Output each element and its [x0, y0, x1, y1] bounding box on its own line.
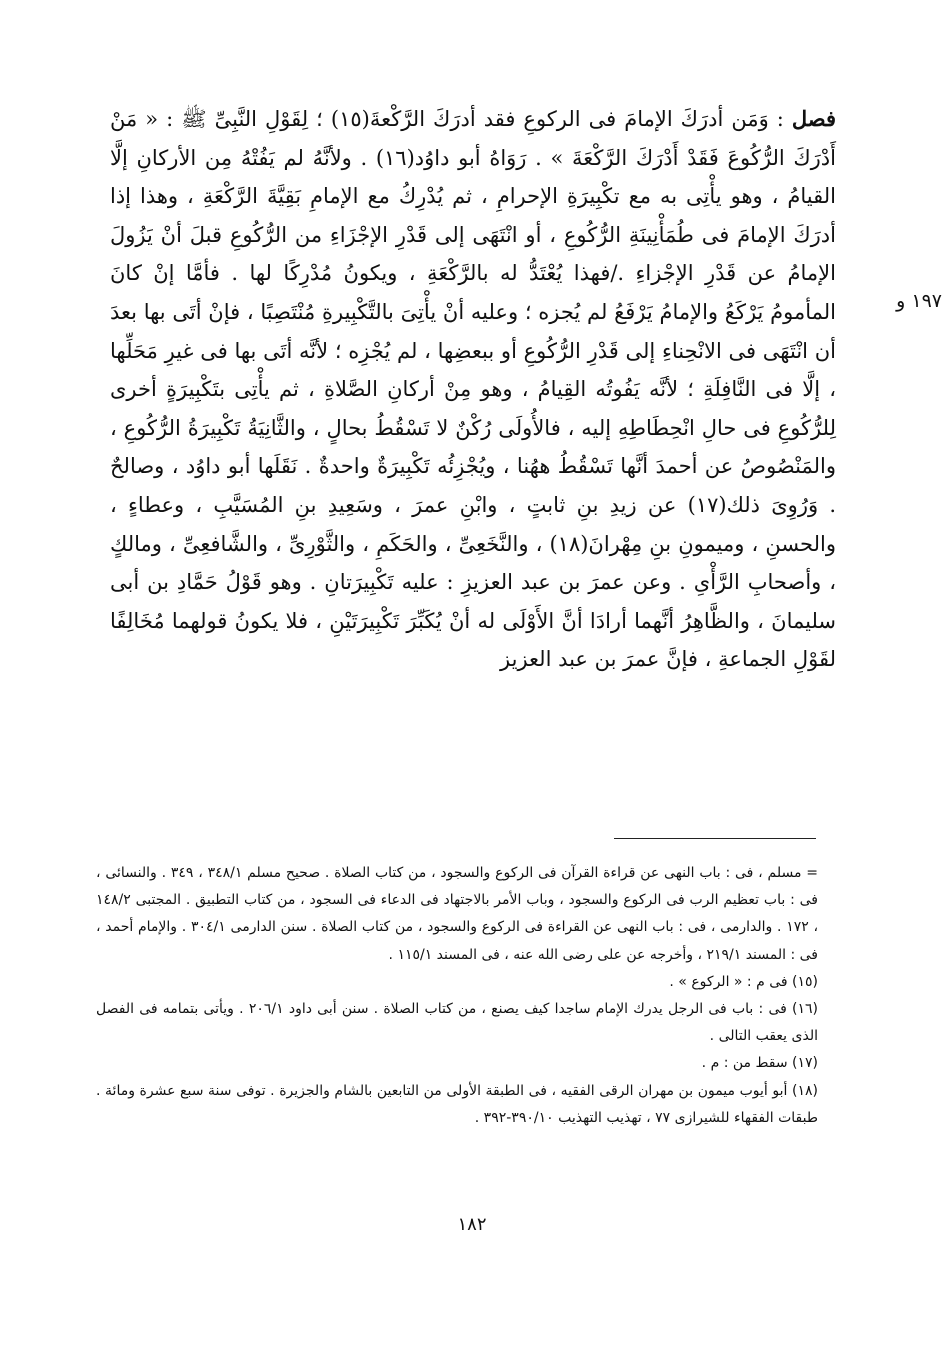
footnote-17: (١٧) سقط من : م .	[701, 1055, 818, 1072]
section-heading: فصل	[791, 106, 836, 131]
section-paragraph	[110, 100, 836, 679]
footnote-separator	[614, 838, 816, 839]
footnote-16: (١٦) فى : باب فى الرجل يدرك الإمام ساجدا كيف يصنع ، من كتاب الصلاة . سنن أبى داود ٢٠٦/١ . ويأتى بتمامه فى الفصل الذى يعقب التالى .	[96, 1001, 818, 1045]
footnote-continuation: = مسلم ، فى : باب النهى عن قراءة القرآن فى الركوع والسجود ، من كتاب الصلاة . صحيح مسلم ٣٤٨/١ ، ٣٤٩ . والنسائى ، فى : باب تعظيم الرب فى الركوع والسجود ، وباب الأمر بالاجتهاد فى الدعاء فى السجود ، من كتاب التطبيق . المجتبى ١٤٨/٢ ، ١٧٢ . والدارمى ، فى : باب النهى عن القراءة فى الركوع والسجود ، من كتاب الصلاة . سنن الدارمى ٣٠٤/١ . والإمام أحمد ، فى : المسند ٢١٩/١ ، وأخرجه عن على رضى الله عنه ، فى المسند ١١٥/١ .	[96, 865, 819, 963]
footnote-15: (١٥) فى م : « الركوع » .	[669, 973, 818, 990]
footnote-18: (١٨) أبو أيوب ميمون بن مهران الرقى الفقيه ، فى الطبقة الأولى من التابعين بالشام والجزيرة . توفى سنة سبع عشرة ومائة . طبقات الفقهاء للشيرازى ٧٧ ، تهذيب التهذيب ٣٩٠/١٠-٣٩٢ .	[96, 1082, 818, 1126]
footnotes-block	[96, 860, 818, 1132]
manuscript-folio-marker: ١٩٧ و	[896, 290, 942, 312]
body-text: : وَمَن أدرَكَ الإمامَ فى الركوعِ فقد أدرَكَ الرَّكْعةَ(١٥) ؛ لِقَوْلِ النَّبِىِّ ﷺ : « مَنْ أَدْرَكَ الرُّكُوعَ فَقَدْ أَدْرَكَ الرَّكْعَةَ » . رَوَاهُ أبو داوُد(١٦) . ولأنَّهُ لم يَفُتْهُ مِن الأركانِ إلَّا القيامُ ، وهو يأْتِى به مع تكْبِيرَةِ الإحرامِ ، ثم يُدْرِكُ مع الإمامِ بَقِيَّةَ الرَّكْعَةِ ، وهذا إذا أدرَكَ الإمامَ فى طُمَأْنِينَةِ الرُّكُوعِ ، أو انْتَهَى إلى قَدْرِ الإجْزَاءِ من الرُّكُوعِ قبلَ أنْ يَزُولَ الإمامُ عن قَدْرِ الإجْزاءِ ./فهذا يُعْتَدُّ له بالرَّكْعَةِ ، ويكونُ مُدْرِكًا لها . فأمَّا إنْ كانَ المأمومُ يَرْكَعُ والإمامُ يَرْفَعُ لم يُجزه ؛ وعليه أنْ يأْتِىَ بالتَّكْبِيرةِ مُنْتَصِبًا ، فإنْ أتَى بها بعدَ أن انْتَهَى فى الانْحِناءِ إلى قَدْرِ الرُّكُوعِ أو ببعضِها ، لم يُجْزِه ؛ لأنَّه أتَى بها فى غيرِ مَحَلِّها ، إلَّا فى النَّافِلَةِ ؛ لأنَّه يَفُوتُه القِيامُ ، وهو مِنْ أركانِ الصَّلاةِ ، ثم يأْتِى بتَكْبِيرَةٍ أخرى لِلرُّكُوعِ فى حالِ انْحِطَاطِهِ إليه ، فالأُولَى رُكْنٌ لا تَسْقُطُ بحالٍ ، والثَّانِيَةُ تَكْبِيرَةُ الرُّكُوعِ ، والمَنْصُوصُ عن أحمدَ أنَّها تَسْقُطُ ههُنا ، ويُجْزِئُه تَكْبِيرَةٌ واحدةٌ . نَقَلَها أبو داوُد ، وصالحٌ . وَرُوِىَ ذلك(١٧) عن زيدِ بنِ ثابتٍ ، وابْنِ عمرَ ، وسَعِيدِ بنِ المُسَيَّبِ ، وعطاءٍ ، والحسنِ ، وميمونِ بنِ مِهْرانَ(١٨) ، والنَّخَعِىِّ ، والحَكَمِ ، والثَّوْرِىِّ ، والشَّافعِىِّ ، ومالكٍ ، وأصحابِ الرَّأْىِ . وعن عمرَ بن عبد العزيزِ : عليه تَكْبِيرَتانِ . وهو قَوْلُ حَمَّادِ بن أبى سليمانَ ، والظَّاهِرُ أنَّهما أرادَا أنَّ الأَوْلَى له أنْ يُكَبِّرَ تَكْبِيرَتَيْنِ ، فلا يكونُ قولهما مُخَالِفًا لقَوْلِ الجماعةِ ، فإنَّ عمرَ بن عبد العزيز	[110, 107, 836, 672]
page-number: ١٨٢	[457, 1214, 487, 1235]
main-text-block	[110, 100, 836, 679]
